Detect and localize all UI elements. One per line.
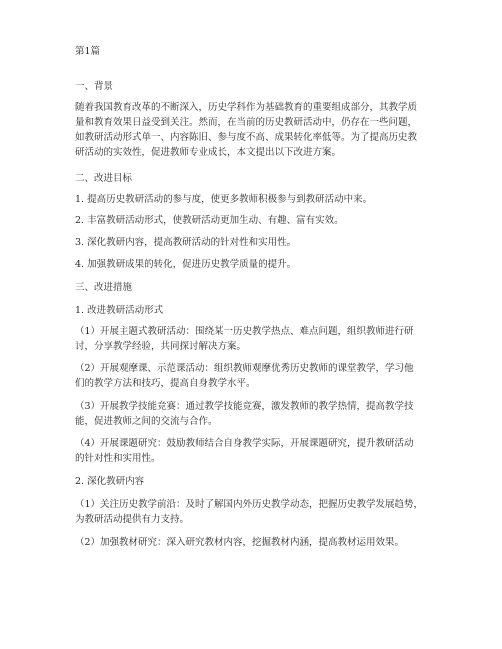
measure-item (75, 436, 435, 466)
goal-item: 3. 深化教研内容，提高教研活动的针对性和实用性。 (75, 237, 297, 248)
measure-item (75, 324, 435, 354)
section-title-goals: 二、改进目标 (75, 173, 133, 184)
subsection-title-forms: 1. 改进教研活动形式 (75, 305, 164, 316)
measure-line: 们的教学方法和技巧，提高自身教学水平。 (75, 378, 256, 389)
measure-line: （2）开展观摩课、示范课活动：组织教师观摩优秀历史教师的课堂教学，学习他 (75, 363, 414, 374)
measure-item (75, 399, 435, 429)
measure-line: （3）开展教学技能竞赛：通过教学技能竞赛，激发教师的教学热情，提高教学技 (75, 401, 414, 412)
paragraph-line: 研活动的实效性，促进教师专业成长，本文提出以下改进方案。 (75, 147, 342, 158)
content-item (75, 497, 435, 527)
measure-line: 的针对性和实用性。 (75, 453, 161, 464)
measure-line: （4）开展课题研究：鼓励教师结合自身教学实际，开展课题研究，提升教研活动 (75, 438, 414, 449)
measure-line: 讨，分享教学经验，共同探讨解决方案。 (75, 341, 247, 352)
section-title-background: 一、背景 (75, 81, 114, 92)
goal-item: 2. 丰富教研活动形式，使教研活动更加生动、有趣、富有实效。 (75, 215, 344, 226)
paragraph-line: 量和教育效果日益受到关注。然而，在当前的历史教研活动中，仍存在一些问题， (75, 117, 418, 128)
content-line: （1）关注历史教学前沿：及时了解国内外历史教学动态，把握历史教学发展趋势， (75, 499, 424, 510)
document-heading: 第1篇 (75, 46, 101, 57)
content-item: （2）加强教材研究：深入研究教材内容，挖掘教材内涵，提高教材运用效果。 (75, 537, 405, 548)
content-line: 为教研活动提供有力支持。 (75, 514, 190, 525)
background-paragraph (75, 100, 435, 160)
section-title-measures: 三、改进措施 (75, 282, 133, 293)
measure-line: 能，促进教师之间的交流与合作。 (75, 416, 218, 427)
measure-line: （1）开展主题式教研活动：围绕某一历史教学热点、难点问题，组织教师进行研 (75, 326, 414, 337)
paragraph-line: 如教研活动形式单一、内容陈旧、参与度不高、成果转化率低等。为了提高历史教 (75, 132, 418, 143)
measure-item (75, 361, 435, 391)
goal-item: 4. 加强教研成果的转化，促进历史教学质量的提升。 (75, 259, 297, 270)
goal-item: 1. 提高历史教研活动的参与度，使更多教师积极参与到教研活动中来。 (75, 194, 373, 205)
subsection-title-content: 2. 深化教研内容 (75, 476, 145, 487)
paragraph-line: 随着我国教育改革的不断深入，历史学科作为基础教育的重要组成部分，其教学质 (75, 102, 418, 113)
